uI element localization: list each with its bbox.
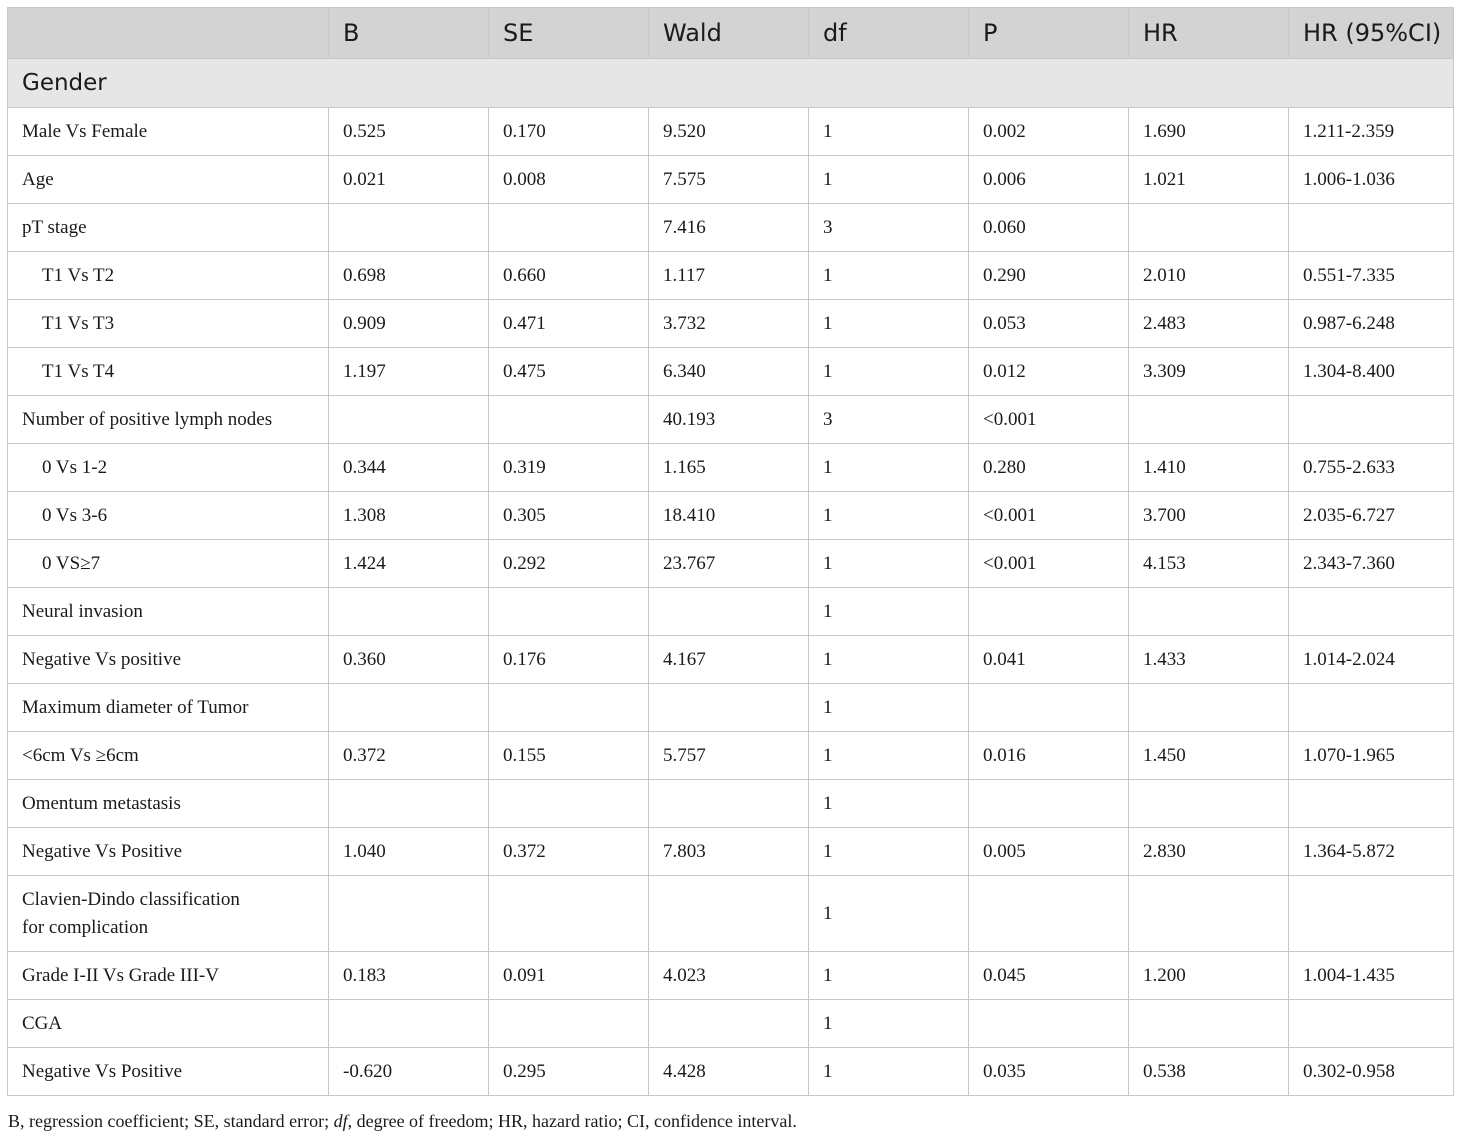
cell-hr-ci: 1.364-5.872 — [1289, 828, 1454, 876]
cell-p: 0.053 — [969, 300, 1129, 348]
cell-df: 1 — [809, 252, 969, 300]
cell-hr — [1129, 684, 1289, 732]
cell-wald: 7.803 — [649, 828, 809, 876]
table-row — [8, 780, 1454, 828]
header-hr: HR — [1129, 8, 1289, 59]
cell-hr: 1.200 — [1129, 952, 1289, 1000]
cell-wald — [649, 876, 809, 952]
cell-p — [969, 780, 1129, 828]
table-row — [8, 444, 1454, 492]
cell-wald: 4.167 — [649, 636, 809, 684]
row-label-text: T1 Vs T2 — [42, 264, 115, 286]
cell-hr: 2.010 — [1129, 252, 1289, 300]
cell-df: 1 — [809, 444, 969, 492]
cell-p: <0.001 — [969, 396, 1129, 444]
cell-hr: 3.700 — [1129, 492, 1289, 540]
cell-hr: 2.830 — [1129, 828, 1289, 876]
cell-p: <0.001 — [969, 540, 1129, 588]
row-label — [8, 252, 329, 300]
cell-df: 1 — [809, 636, 969, 684]
cell-b — [329, 588, 489, 636]
row-label-text: Neural invasion — [22, 600, 143, 622]
cell-hr-ci: 0.755-2.633 — [1289, 444, 1454, 492]
cell-p: 0.045 — [969, 952, 1129, 1000]
cell-p: 0.006 — [969, 156, 1129, 204]
cell-se: 0.372 — [489, 828, 649, 876]
row-label — [8, 204, 329, 252]
table-row — [8, 540, 1454, 588]
cell-se: 0.660 — [489, 252, 649, 300]
cell-hr: 1.450 — [1129, 732, 1289, 780]
cell-hr — [1129, 876, 1289, 952]
row-label-text: Clavien-Dindo classification — [22, 888, 240, 910]
footnote-df: df — [333, 1111, 348, 1131]
cell-se: 0.295 — [489, 1048, 649, 1096]
cell-hr-ci — [1289, 588, 1454, 636]
cell-p: 0.012 — [969, 348, 1129, 396]
cell-se: 0.471 — [489, 300, 649, 348]
row-label — [8, 300, 329, 348]
cell-b: -0.620 — [329, 1048, 489, 1096]
table-row — [8, 156, 1454, 204]
cell-df: 1 — [809, 732, 969, 780]
cell-hr-ci: 1.070-1.965 — [1289, 732, 1454, 780]
cell-df: 1 — [809, 876, 969, 952]
cell-b: 1.040 — [329, 828, 489, 876]
header-hr-ci: HR (95%CI) — [1289, 8, 1454, 59]
header-df: df — [809, 8, 969, 59]
row-label-text: Omentum metastasis — [22, 792, 181, 814]
header-se: SE — [489, 8, 649, 59]
row-label — [8, 952, 329, 1000]
cell-p: 0.035 — [969, 1048, 1129, 1096]
cell-se: 0.008 — [489, 156, 649, 204]
row-label-text: Negative Vs positive — [22, 648, 182, 670]
cell-b — [329, 876, 489, 952]
cell-se — [489, 396, 649, 444]
row-label — [8, 636, 329, 684]
header-p: P — [969, 8, 1129, 59]
section-label: Gender — [8, 59, 1454, 108]
header-b: B — [329, 8, 489, 59]
cell-wald — [649, 684, 809, 732]
cell-se — [489, 780, 649, 828]
cell-hr-ci: 0.551-7.335 — [1289, 252, 1454, 300]
cell-hr: 4.153 — [1129, 540, 1289, 588]
table-row — [8, 1048, 1454, 1096]
table-row — [8, 204, 1454, 252]
cell-df: 1 — [809, 780, 969, 828]
cell-hr — [1129, 204, 1289, 252]
row-label — [8, 396, 329, 444]
cell-se — [489, 876, 649, 952]
cell-se: 0.319 — [489, 444, 649, 492]
cell-df: 1 — [809, 300, 969, 348]
cell-hr-ci: 1.006-1.036 — [1289, 156, 1454, 204]
cell-hr: 2.483 — [1129, 300, 1289, 348]
cell-se — [489, 588, 649, 636]
cell-se — [489, 684, 649, 732]
table-row — [8, 300, 1454, 348]
cell-se: 0.170 — [489, 108, 649, 156]
row-label-text: CGA — [22, 1012, 63, 1034]
header-wald: Wald — [649, 8, 809, 59]
cell-b: 0.360 — [329, 636, 489, 684]
cell-se: 0.292 — [489, 540, 649, 588]
cell-wald — [649, 1000, 809, 1048]
cell-b — [329, 684, 489, 732]
table-row — [8, 828, 1454, 876]
row-label-text: T1 Vs T4 — [42, 360, 115, 382]
cell-hr — [1129, 396, 1289, 444]
cell-b: 1.424 — [329, 540, 489, 588]
row-label — [8, 684, 329, 732]
cell-df: 1 — [809, 156, 969, 204]
table-row — [8, 952, 1454, 1000]
cell-hr-ci: 1.014-2.024 — [1289, 636, 1454, 684]
table-footnote — [8, 1111, 797, 1132]
row-label-text: Age — [22, 168, 54, 190]
footnote-text-pre: B, regression coefficient; SE, standard error; — [8, 1111, 334, 1131]
cell-se: 0.305 — [489, 492, 649, 540]
cell-p: 0.060 — [969, 204, 1129, 252]
cell-b — [329, 204, 489, 252]
cell-wald: 40.193 — [649, 396, 809, 444]
cell-df: 1 — [809, 1000, 969, 1048]
header-variable — [8, 8, 329, 59]
cell-wald: 4.023 — [649, 952, 809, 1000]
cell-df: 1 — [809, 108, 969, 156]
row-label-text: Grade I-II Vs Grade III-V — [22, 964, 219, 986]
row-label — [8, 1000, 329, 1048]
cell-hr-ci — [1289, 780, 1454, 828]
row-label — [8, 828, 329, 876]
row-label-text: Maximum diameter of Tumor — [22, 696, 249, 718]
table-row — [8, 108, 1454, 156]
section-row-gender — [8, 59, 1454, 108]
row-label-text-line2: for complication — [22, 916, 149, 938]
cell-wald: 7.575 — [649, 156, 809, 204]
cell-hr-ci — [1289, 396, 1454, 444]
cell-p: 0.016 — [969, 732, 1129, 780]
cell-hr: 0.538 — [1129, 1048, 1289, 1096]
row-label-text: Negative Vs Positive — [22, 840, 183, 862]
row-label-text: pT stage — [22, 216, 87, 238]
cell-hr — [1129, 588, 1289, 636]
row-label-text: <6cm Vs ≥6cm — [22, 744, 139, 766]
cell-df: 1 — [809, 492, 969, 540]
cell-df: 1 — [809, 952, 969, 1000]
row-label-text: Male Vs Female — [22, 120, 148, 142]
cell-se: 0.155 — [489, 732, 649, 780]
table-row — [8, 876, 1454, 952]
cell-hr-ci: 0.302-0.958 — [1289, 1048, 1454, 1096]
table-row — [8, 1000, 1454, 1048]
row-label-text: T1 Vs T3 — [42, 312, 115, 334]
cell-p: 0.290 — [969, 252, 1129, 300]
table-row — [8, 492, 1454, 540]
cell-b: 1.308 — [329, 492, 489, 540]
cell-wald: 18.410 — [649, 492, 809, 540]
cell-df: 1 — [809, 540, 969, 588]
cell-se: 0.475 — [489, 348, 649, 396]
cell-b — [329, 1000, 489, 1048]
row-label-text: Negative Vs Positive — [22, 1060, 183, 1082]
row-label — [8, 156, 329, 204]
row-label-text: 0 Vs 3-6 — [42, 504, 108, 526]
cell-se: 0.091 — [489, 952, 649, 1000]
row-label-text: 0 VS≥7 — [42, 552, 101, 574]
cell-hr-ci: 2.343-7.360 — [1289, 540, 1454, 588]
cell-hr: 3.309 — [1129, 348, 1289, 396]
cell-df: 3 — [809, 396, 969, 444]
cell-wald: 4.428 — [649, 1048, 809, 1096]
table-row — [8, 732, 1454, 780]
cell-hr-ci — [1289, 876, 1454, 952]
cell-wald: 7.416 — [649, 204, 809, 252]
cell-b: 1.197 — [329, 348, 489, 396]
row-label — [8, 780, 329, 828]
regression-table — [7, 7, 1454, 1096]
cell-p: 0.005 — [969, 828, 1129, 876]
row-label — [8, 876, 329, 952]
cell-wald: 23.767 — [649, 540, 809, 588]
cell-hr: 1.690 — [1129, 108, 1289, 156]
cell-hr: 1.410 — [1129, 444, 1289, 492]
cell-p: 0.280 — [969, 444, 1129, 492]
cell-df: 1 — [809, 828, 969, 876]
table-row — [8, 396, 1454, 444]
cell-hr — [1129, 780, 1289, 828]
cell-se — [489, 1000, 649, 1048]
table-row — [8, 252, 1454, 300]
cell-wald: 5.757 — [649, 732, 809, 780]
cell-df: 1 — [809, 348, 969, 396]
cell-wald: 3.732 — [649, 300, 809, 348]
cell-wald — [649, 780, 809, 828]
table-row — [8, 684, 1454, 732]
cell-p — [969, 684, 1129, 732]
table-row — [8, 588, 1454, 636]
cell-wald: 9.520 — [649, 108, 809, 156]
cell-b: 0.183 — [329, 952, 489, 1000]
row-label — [8, 444, 329, 492]
cell-p: <0.001 — [969, 492, 1129, 540]
cell-se — [489, 204, 649, 252]
row-label — [8, 540, 329, 588]
cell-df: 1 — [809, 684, 969, 732]
cell-se: 0.176 — [489, 636, 649, 684]
cell-p — [969, 1000, 1129, 1048]
cell-df: 1 — [809, 588, 969, 636]
cell-hr-ci: 1.004-1.435 — [1289, 952, 1454, 1000]
cell-hr-ci: 0.987-6.248 — [1289, 300, 1454, 348]
footnote-text-post: , degree of freedom; HR, hazard ratio; CI, confidence interval. — [347, 1111, 797, 1131]
cell-b — [329, 780, 489, 828]
cell-b: 0.372 — [329, 732, 489, 780]
cell-b: 0.698 — [329, 252, 489, 300]
cell-wald — [649, 588, 809, 636]
cell-hr-ci — [1289, 1000, 1454, 1048]
cell-b: 0.525 — [329, 108, 489, 156]
cell-p: 0.041 — [969, 636, 1129, 684]
cell-hr-ci: 2.035-6.727 — [1289, 492, 1454, 540]
cell-hr: 1.433 — [1129, 636, 1289, 684]
cell-b: 0.344 — [329, 444, 489, 492]
cell-hr-ci — [1289, 204, 1454, 252]
cell-p — [969, 876, 1129, 952]
row-label — [8, 1048, 329, 1096]
cell-hr-ci: 1.304-8.400 — [1289, 348, 1454, 396]
row-label — [8, 492, 329, 540]
row-label — [8, 588, 329, 636]
cell-df: 3 — [809, 204, 969, 252]
cell-df: 1 — [809, 1048, 969, 1096]
cell-wald: 1.117 — [649, 252, 809, 300]
table-header-row — [8, 8, 1454, 59]
cell-wald: 6.340 — [649, 348, 809, 396]
cell-hr-ci: 1.211-2.359 — [1289, 108, 1454, 156]
cell-p — [969, 588, 1129, 636]
table-row — [8, 348, 1454, 396]
cell-hr-ci — [1289, 684, 1454, 732]
cell-hr — [1129, 1000, 1289, 1048]
cell-b: 0.021 — [329, 156, 489, 204]
row-label-text: 0 Vs 1-2 — [42, 456, 108, 478]
cell-wald: 1.165 — [649, 444, 809, 492]
row-label — [8, 348, 329, 396]
cell-hr: 1.021 — [1129, 156, 1289, 204]
row-label-text: Number of positive lymph nodes — [22, 408, 273, 430]
row-label — [8, 732, 329, 780]
cell-b — [329, 396, 489, 444]
row-label — [8, 108, 329, 156]
cell-b: 0.909 — [329, 300, 489, 348]
table-row — [8, 636, 1454, 684]
cell-p: 0.002 — [969, 108, 1129, 156]
